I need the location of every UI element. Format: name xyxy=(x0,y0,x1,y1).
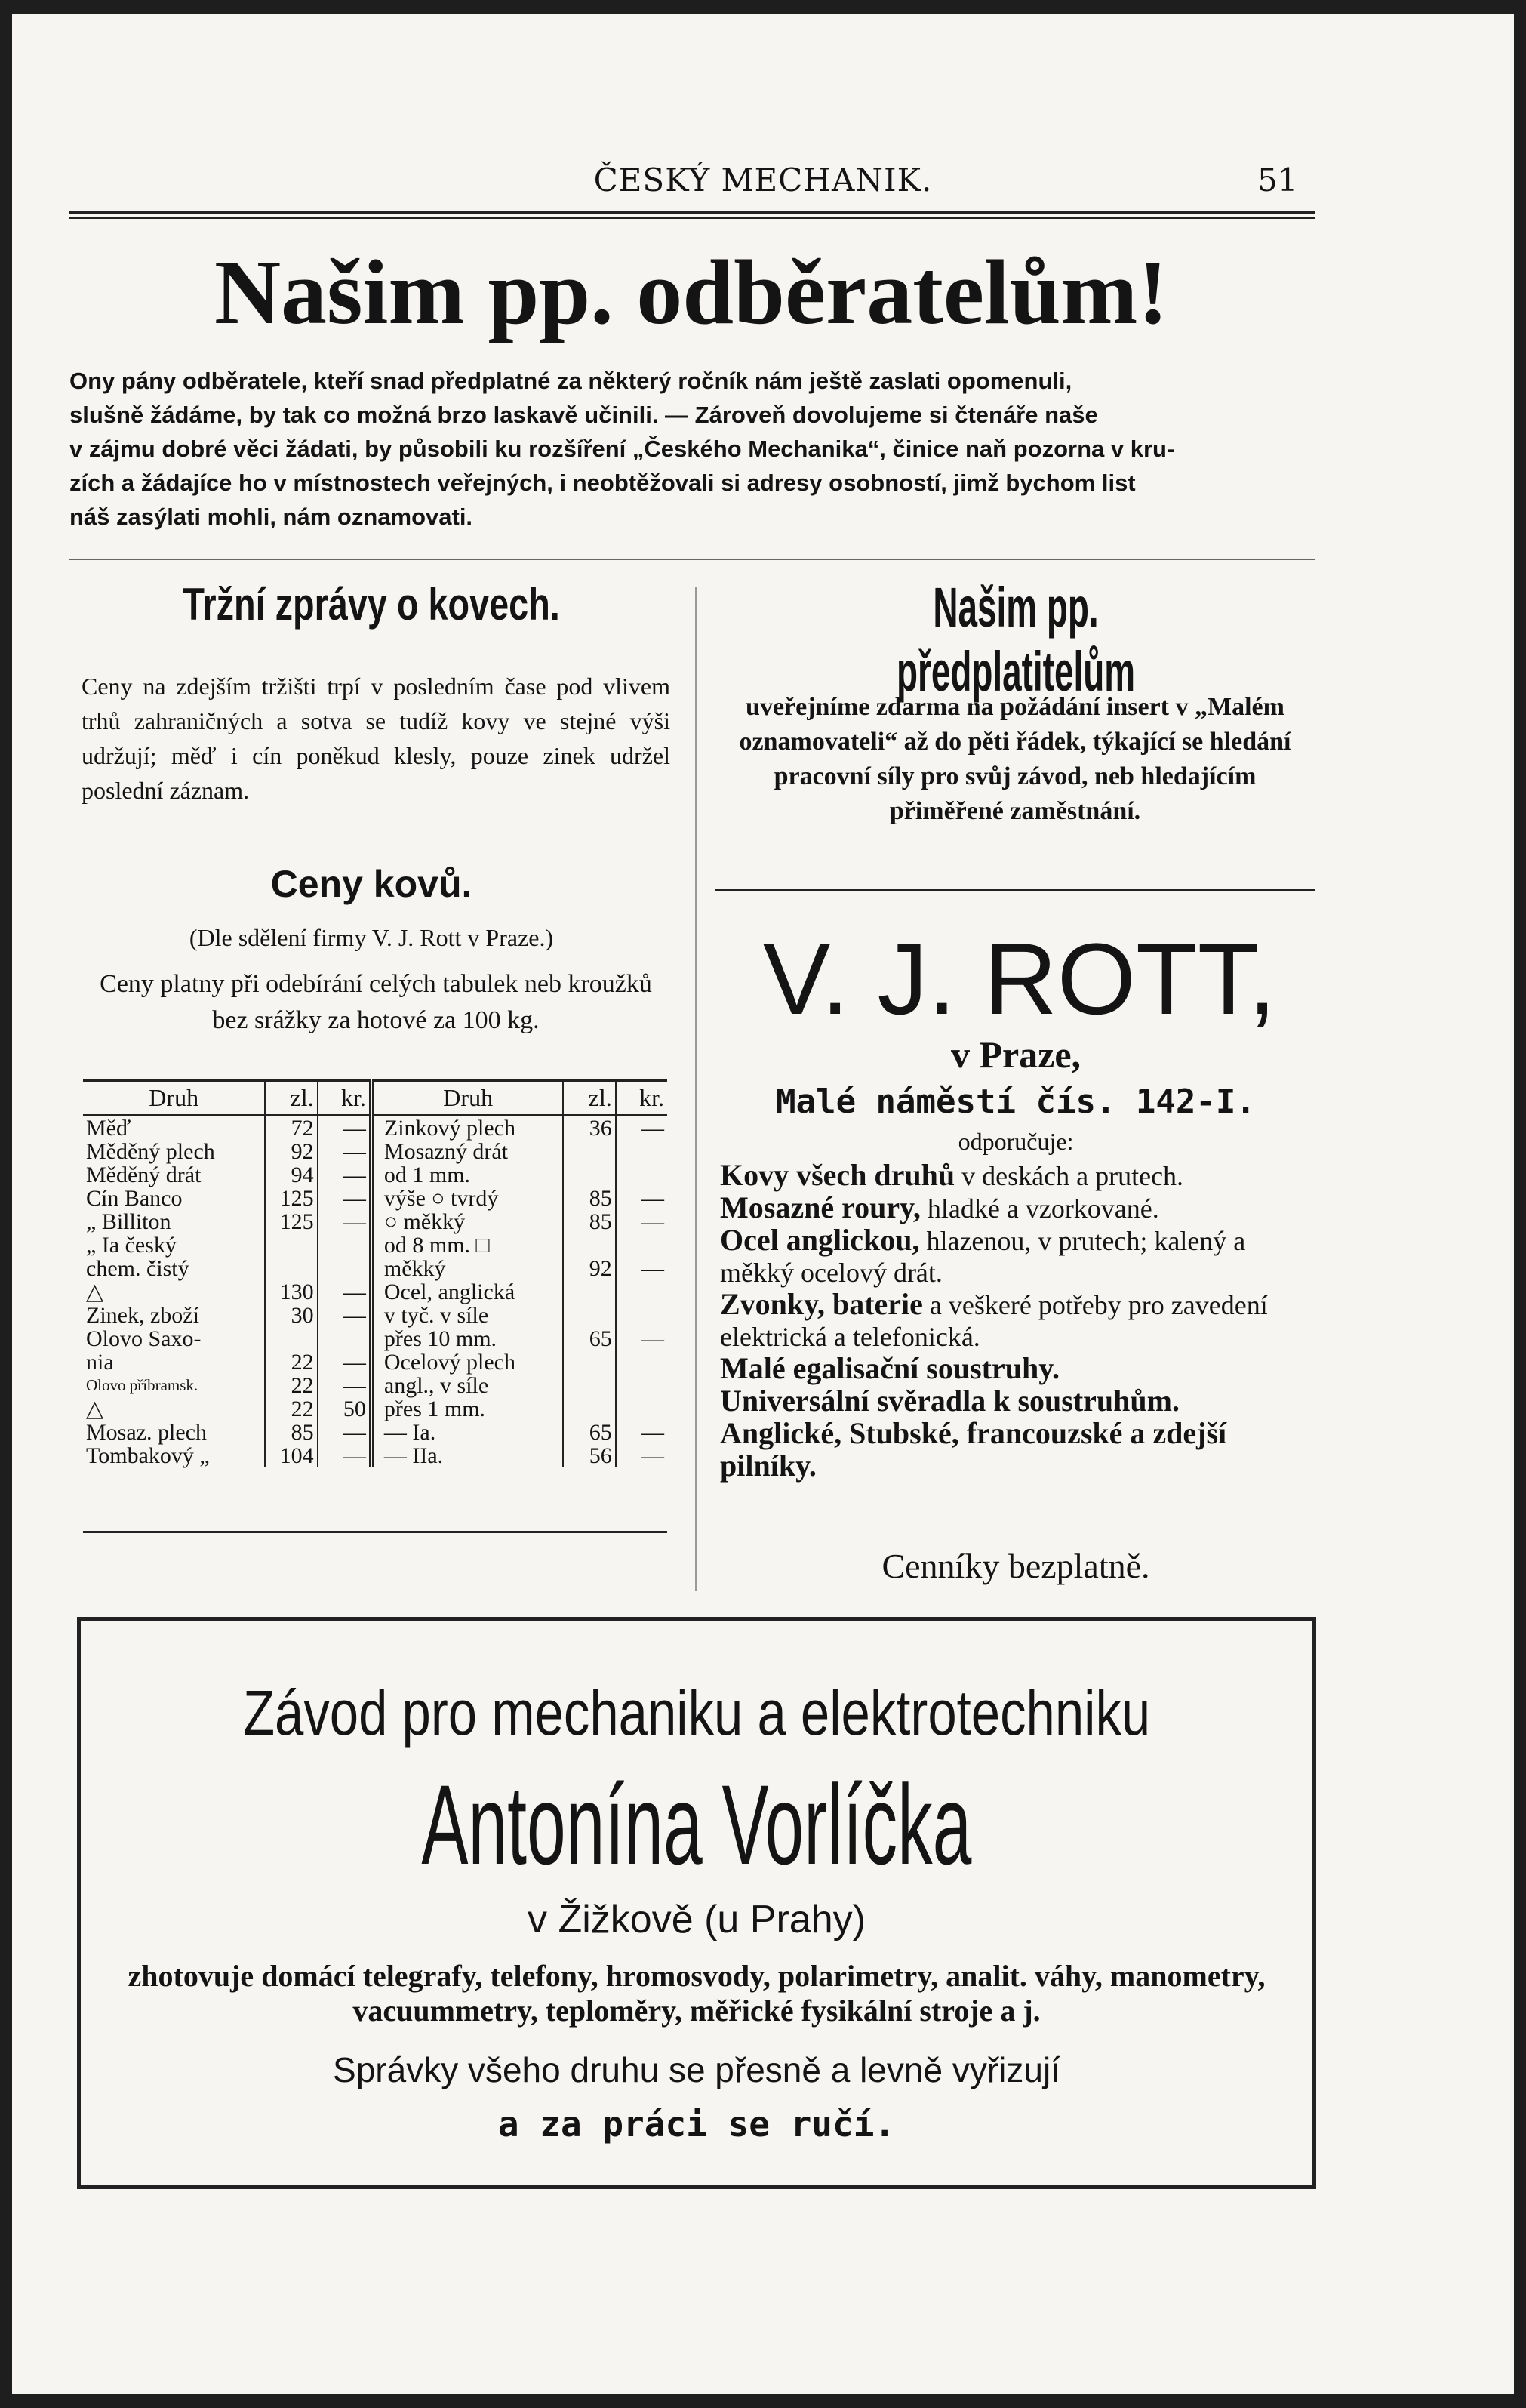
table-row xyxy=(83,1163,667,1187)
cell-zl: 92 xyxy=(265,1140,317,1163)
table-row xyxy=(83,1397,667,1421)
magazine-page xyxy=(12,14,1514,2394)
vorlicek-name xyxy=(81,1761,1312,1888)
cell-zl: 36 xyxy=(563,1116,615,1141)
cell-zl: 56 xyxy=(563,1444,615,1467)
cell-kr: — xyxy=(616,1327,667,1350)
cell-druh: nia xyxy=(86,1350,114,1375)
cell-kr: — xyxy=(318,1421,371,1444)
cell-zl: 22 xyxy=(265,1397,317,1421)
vorlicek-ad-box xyxy=(77,1617,1316,2189)
table-row xyxy=(83,1210,667,1233)
column-divider xyxy=(695,587,697,1591)
header-rule xyxy=(69,211,1315,214)
cell-kr: — xyxy=(318,1350,371,1374)
notice-line: v zájmu dobré věci žádati, by působili ku rozšíření „Českého Mechanika“, činice naň pozorna v kru- xyxy=(69,436,1175,462)
cell-kr: — xyxy=(318,1280,371,1304)
cell-kr xyxy=(616,1163,667,1187)
cell-kr xyxy=(616,1280,667,1304)
cell-kr xyxy=(616,1233,667,1257)
cell-druh: Ocelový plech xyxy=(371,1350,564,1374)
subscribers-title xyxy=(714,575,1318,704)
market-title xyxy=(69,578,673,630)
rott-item xyxy=(720,1418,1316,1483)
cell-zl: 22 xyxy=(265,1350,317,1374)
cell-kr xyxy=(616,1350,667,1374)
cell-kr: — xyxy=(318,1163,371,1187)
notice-title: Našim pp. odběratelům! xyxy=(214,242,1169,343)
cell-zl: 85 xyxy=(265,1421,317,1444)
cell-druh: Měděný drát xyxy=(86,1162,202,1187)
vorlicek-name-text: Antonína Vorlíčka xyxy=(421,1761,972,1888)
col-header-kr: kr. xyxy=(616,1081,667,1116)
rott-item xyxy=(720,1289,1316,1353)
rott-recommends: odporučuje: xyxy=(958,1128,1074,1155)
rott-item-bold: Kovy všech druhů xyxy=(720,1158,955,1192)
cell-zl: 85 xyxy=(563,1187,615,1210)
cell-druh: Olovo příbramsk. xyxy=(86,1376,198,1394)
table-row xyxy=(83,1421,667,1444)
rott-item-rest: a veškeré potřeby pro zavedení elektrická a telefonická. xyxy=(720,1290,1268,1352)
rott-item xyxy=(720,1192,1316,1224)
cell-druh: Zinek, zboží xyxy=(86,1303,199,1328)
cell-kr xyxy=(616,1140,667,1163)
market-text: Ceny na zdejším tržišti trpí v posledním čase pod vlivem trhů zahraničných a sotva se tudíž kovy ve stejné výši udržují; měď i cín poněkud klesly, pouze zinek udržel poslední záznam. xyxy=(82,673,670,804)
rott-item xyxy=(720,1385,1316,1418)
rott-footer: Cenníky bezplatně. xyxy=(881,1547,1150,1585)
cell-zl xyxy=(563,1163,615,1187)
notice-line: slušně žádáme, by tak co možná brzo laskavě učinili. — Zároveň dovolujeme si čtenáře naše xyxy=(69,402,1098,428)
notice-line: Ony pány odběratele, kteří snad předplatné za některý ročník nám ještě zaslati opomenuli, xyxy=(69,368,1072,394)
cell-zl: 104 xyxy=(265,1444,317,1467)
col-header-druh: Druh xyxy=(371,1081,564,1116)
cell-zl xyxy=(563,1304,615,1327)
cell-zl: 72 xyxy=(265,1116,317,1141)
cell-druh: „ Ia český xyxy=(86,1233,177,1258)
cell-druh: — Ia. xyxy=(371,1421,564,1444)
rott-item-rest: hlazenou, v prutech; kalený a měkký ocelový drát. xyxy=(720,1226,1246,1288)
rott-item-bold: Ocel anglickou, xyxy=(720,1223,920,1257)
col-header-kr: kr. xyxy=(318,1081,371,1116)
cell-kr xyxy=(616,1397,667,1421)
prices-source: (Dle sdělení firmy V. J. Rott v Praze.) xyxy=(189,924,554,951)
cell-kr: — xyxy=(318,1140,371,1163)
col-header-zl: zl. xyxy=(563,1081,615,1116)
rott-item-list xyxy=(720,1159,1316,1483)
table-row xyxy=(83,1374,667,1397)
notice-text xyxy=(69,364,1315,534)
cell-zl: 125 xyxy=(265,1187,317,1210)
cell-zl: 30 xyxy=(265,1304,317,1327)
subscribers-text: uveřejníme zdarma na požádání insert v „Malém oznamovateli“ až do pěti řádek, týkající se hledání pracovní síly pro svůj závod, neb hledajícím přiměřené zaměstnání. xyxy=(739,693,1291,825)
cell-kr: — xyxy=(318,1374,371,1397)
cell-kr: — xyxy=(318,1304,371,1327)
cell-zl xyxy=(265,1257,317,1280)
vorlicek-guarantee: a za práci se ručí. xyxy=(497,2104,896,2145)
table-row xyxy=(83,1327,667,1350)
cell-druh: od 8 mm. □ xyxy=(371,1233,564,1257)
cell-kr xyxy=(318,1257,371,1280)
rott-item-rest: v deskách a prutech. xyxy=(955,1161,1184,1191)
cell-druh: Měď xyxy=(86,1116,131,1141)
cell-kr xyxy=(318,1233,371,1257)
cell-zl: 92 xyxy=(563,1257,615,1280)
cell-kr: — xyxy=(616,1187,667,1210)
cell-kr: 50 xyxy=(318,1397,371,1421)
cell-kr: — xyxy=(318,1187,371,1210)
table-bottom-rule xyxy=(83,1531,667,1533)
rott-item-bold: Malé egalisační soustruhy. xyxy=(720,1351,1060,1385)
table-row xyxy=(83,1304,667,1327)
cell-druh: Mosaz. plech xyxy=(86,1420,207,1445)
cell-zl: 125 xyxy=(265,1210,317,1233)
table-row xyxy=(83,1140,667,1163)
cell-druh: — IIa. xyxy=(371,1444,564,1467)
vorlicek-line1-text: Závod pro mechaniku a elektrotechniku xyxy=(242,1677,1151,1748)
rott-item xyxy=(720,1353,1316,1385)
rott-item-bold: Anglické, Stubské, francouzské a zdejší pilníky. xyxy=(720,1416,1227,1483)
cell-kr: — xyxy=(616,1210,667,1233)
rott-item-bold: Universální svěradla k soustruhům. xyxy=(720,1384,1180,1418)
col-header-druh: Druh xyxy=(83,1081,265,1116)
cell-zl xyxy=(563,1280,615,1304)
cell-kr: — xyxy=(616,1421,667,1444)
vorlicek-line1 xyxy=(81,1677,1312,1750)
section-divider xyxy=(69,559,1315,560)
cell-druh: chem. čistý xyxy=(86,1256,189,1281)
cell-druh: Cín Banco xyxy=(86,1186,183,1211)
cell-zl xyxy=(563,1350,615,1374)
prices-note: Ceny platny při odebírání celých tabulek neb kroužků bez srážky za hotové za 100 kg. xyxy=(100,970,652,1034)
cell-zl: 130 xyxy=(265,1280,317,1304)
prices-title: Ceny kovů. xyxy=(270,863,472,905)
cell-druh: angl., v síle xyxy=(371,1374,564,1397)
table-row xyxy=(83,1233,667,1257)
table-row xyxy=(83,1444,667,1467)
cell-druh: Ocel, anglická xyxy=(371,1280,564,1304)
cell-kr: — xyxy=(318,1210,371,1233)
cell-druh: Olovo Saxo- xyxy=(86,1326,202,1351)
cell-druh: △ xyxy=(86,1396,104,1421)
right-divider xyxy=(715,889,1315,891)
cell-druh: přes 1 mm. xyxy=(371,1397,564,1421)
rott-city: v Praze, xyxy=(950,1033,1081,1076)
cell-kr xyxy=(616,1304,667,1327)
cell-zl xyxy=(563,1374,615,1397)
cell-zl: 85 xyxy=(563,1210,615,1233)
cell-kr xyxy=(318,1327,371,1350)
cell-kr: — xyxy=(616,1257,667,1280)
cell-zl xyxy=(265,1233,317,1257)
rott-item xyxy=(720,1224,1316,1289)
table-row xyxy=(83,1350,667,1374)
cell-zl xyxy=(265,1327,317,1350)
notice-line: náš zasýlati mohli, nám oznamovati. xyxy=(69,503,473,530)
cell-druh: Tombakový „ xyxy=(86,1443,210,1468)
vorlicek-location: v Žižkově (u Prahy) xyxy=(528,1898,866,1941)
cell-druh: v tyč. v síle xyxy=(371,1304,564,1327)
cell-druh: Zinkový plech xyxy=(371,1116,564,1141)
page-number: 51 xyxy=(1257,162,1298,199)
running-header: ČESKÝ MECHANIK. xyxy=(593,162,933,199)
cell-kr xyxy=(616,1374,667,1397)
rott-item-bold: Mosazné roury, xyxy=(720,1190,921,1224)
cell-druh: ○ měkký xyxy=(371,1210,564,1233)
rott-item xyxy=(720,1159,1316,1192)
subscribers-title-text: Našim pp. předplatitelům xyxy=(896,576,1136,703)
rott-item-rest: hladké a vzorkované. xyxy=(920,1193,1159,1224)
cell-druh: měkký xyxy=(371,1257,564,1280)
table-row xyxy=(83,1187,667,1210)
cell-zl: 65 xyxy=(563,1327,615,1350)
vorlicek-service: Správky všeho druhu se přesně a levně vyřizují xyxy=(333,2050,1060,2089)
cell-druh: přes 10 mm. xyxy=(371,1327,564,1350)
cell-zl xyxy=(563,1140,615,1163)
cell-druh: výše ○ tvrdý xyxy=(371,1187,564,1210)
notice-line: zích a žádajíce ho v místnostech veřejných, i neobtěžovali si adresy osobností, jimž bychom list xyxy=(69,470,1136,496)
cell-zl xyxy=(563,1233,615,1257)
cell-zl: 65 xyxy=(563,1421,615,1444)
cell-kr: — xyxy=(318,1116,371,1141)
cell-zl: 94 xyxy=(265,1163,317,1187)
rott-item-bold: Zvonky, baterie xyxy=(720,1287,923,1321)
cell-druh: Měděný plech xyxy=(86,1139,215,1164)
cell-druh: „ Billiton xyxy=(86,1209,171,1234)
metal-price-table xyxy=(83,1079,667,1467)
cell-druh: od 1 mm. xyxy=(371,1163,564,1187)
cell-kr: — xyxy=(616,1116,667,1141)
rott-address: Malé náměstí čís. 142-I. xyxy=(776,1082,1256,1121)
table-row xyxy=(83,1280,667,1304)
table-header-row xyxy=(83,1081,667,1116)
rott-name: V. J. ROTT, xyxy=(762,923,1277,1036)
cell-druh: Mosazný drát xyxy=(371,1140,564,1163)
cell-druh: △ xyxy=(86,1279,104,1304)
col-header-zl: zl. xyxy=(265,1081,317,1116)
header-rule-2 xyxy=(69,217,1315,219)
vorlicek-products: zhotovuje domácí telegrafy, telefony, hromosvody, polarimetry, analit. váhy, manometry, vacuummetry, teploměry, měřické fysikální stroje a j. xyxy=(128,1959,1266,2028)
cell-kr: — xyxy=(616,1444,667,1467)
market-title-text: Tržní zprávy o kovech. xyxy=(183,579,560,630)
table-row xyxy=(83,1116,667,1141)
cell-zl: 22 xyxy=(265,1374,317,1397)
cell-kr: — xyxy=(318,1444,371,1467)
cell-zl xyxy=(563,1397,615,1421)
table-row xyxy=(83,1257,667,1280)
